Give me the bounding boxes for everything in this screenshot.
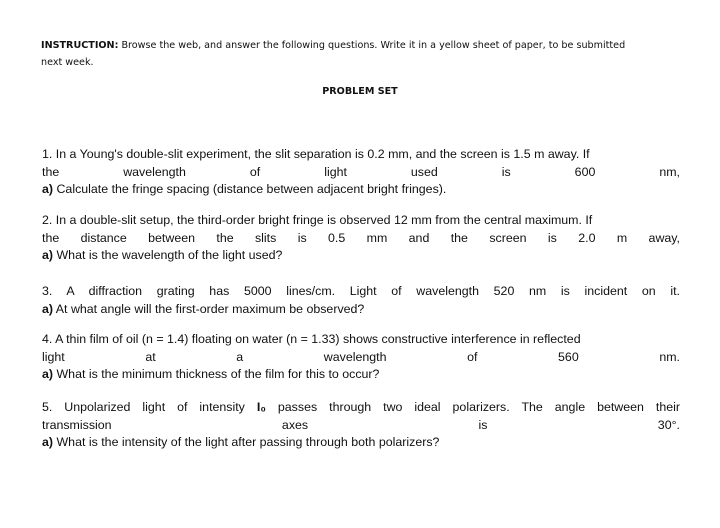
problem-3-question xyxy=(42,301,680,319)
problem-1-question-text: Calculate the fringe spacing (distance between adjacent bright fringes). xyxy=(56,182,447,196)
problem-5-line-2: transmission axes is 30°. xyxy=(42,417,680,432)
problem-1-line-2: the wavelength of light used is 600 nm, xyxy=(42,164,680,179)
problem-5 xyxy=(42,399,680,452)
problem-4-line-2: light at a wavelength of 560 nm. xyxy=(42,349,680,364)
problem-4-question xyxy=(42,366,680,384)
problem-3-question-text: At what angle will the first-order maximum be observed? xyxy=(55,301,365,316)
problem-1-question xyxy=(42,181,680,199)
instruction-label: INSTRUCTION: xyxy=(41,40,119,51)
instruction-line-1 xyxy=(41,37,681,54)
problem-5-line-1 xyxy=(42,399,680,417)
problem-5-line-1-pre: 5. Unpolarized light of intensity xyxy=(42,400,245,414)
problem-1 xyxy=(42,146,680,199)
problem-5-question-label: a) xyxy=(42,435,54,449)
page-title: PROBLEM SET xyxy=(322,86,398,97)
problem-4-line-1: 4. A thin film of oil (n = 1.4) floating on water (n = 1.33) shows constructive interference in reflected xyxy=(42,332,581,346)
problem-5-question xyxy=(42,434,680,452)
problem-2-question-label: a) xyxy=(42,248,54,262)
problem-2-line-2: the distance between the slits is 0.5 mm and the screen is 2.0 m away, xyxy=(42,230,680,245)
problem-3 xyxy=(42,283,680,318)
problem-2 xyxy=(42,212,680,265)
instruction-text: Browse the web, and answer the following questions. Write it in a yellow sheet of paper, to be submitted xyxy=(121,40,626,51)
problem-4-question-label: a) xyxy=(42,367,54,381)
instruction-line-2: next week. xyxy=(41,57,94,68)
problem-2-question-text: What is the wavelength of the light used? xyxy=(56,248,283,262)
problem-5-question-text: What is the intensity of the light after passing through both polarizers? xyxy=(56,435,440,449)
intensity-symbol: I₀ xyxy=(256,400,266,414)
problem-1-line-1: 1. In a Young's double-slit experiment, the slit separation is 0.2 mm, and the screen is 1.5 m away. If xyxy=(42,147,590,161)
instruction-block xyxy=(41,37,681,71)
problem-5-line-1-post: passes through two ideal polarizers. The angle between their xyxy=(277,400,680,414)
problem-2-line-1: 2. In a double-slit setup, the third-order bright fringe is observed 12 mm from the central maximum. If xyxy=(42,213,593,227)
problem-1-question-label: a) xyxy=(42,182,54,196)
problem-4 xyxy=(42,331,680,384)
problem-4-question-text: What is the minimum thickness of the film for this to occur? xyxy=(56,367,380,381)
problem-3-question-label: a) xyxy=(42,301,54,316)
problem-2-question xyxy=(42,247,680,265)
problem-3-line-1: 3. A diffraction grating has 5000 lines/cm. Light of wavelength 520 nm is incident on it. xyxy=(42,284,680,298)
